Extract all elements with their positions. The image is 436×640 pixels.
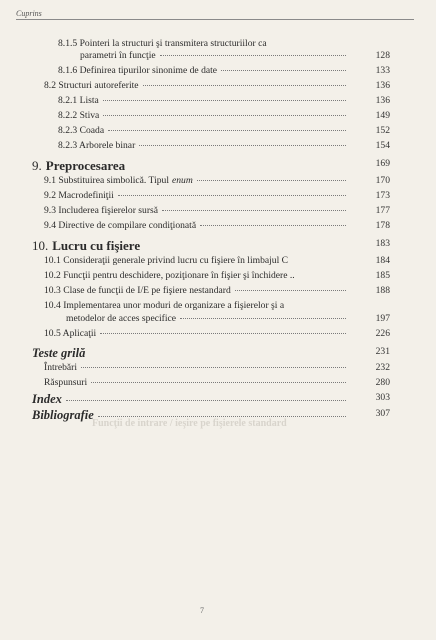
page-number: 136: [375, 95, 390, 106]
page-number: 307: [375, 408, 390, 419]
toc-section-teste-grila[interactable]: [32, 346, 344, 361]
entry-title: 9.2 Macrodefiniţii: [44, 190, 114, 201]
page-number: 128: [375, 50, 390, 61]
footer-page-number: 7: [200, 606, 204, 615]
toc-entry-8-2-1[interactable]: [58, 95, 350, 107]
entry-title: Răspunsuri: [44, 377, 88, 388]
toc-entry-8-2-3[interactable]: [58, 125, 350, 137]
entry-title: 10.3 Clase de funcţii de I/E pe fişiere nestandard: [44, 285, 231, 296]
entry-title: 10.4 Implementarea unor moduri de organizare a fişierelor şi a: [44, 300, 285, 311]
leader-dots: [108, 129, 346, 131]
toc-entry-8-1-5[interactable]: [58, 38, 344, 50]
page-number: 303: [375, 392, 390, 403]
entry-title: 10.1 Consideraţii generale privind lucru cu fişiere în limbajul C: [44, 255, 289, 266]
leader-dots: [200, 224, 346, 226]
page-number: 154: [375, 140, 390, 151]
leader-dots: [66, 399, 346, 401]
page-number: 232: [375, 362, 390, 373]
entry-title-continued: parametri în funcţie: [80, 50, 156, 61]
toc-section-bibliografie[interactable]: [32, 408, 350, 423]
toc-entry-10-4-cont: [66, 313, 350, 325]
page-number: 226: [375, 328, 390, 339]
page-number: 231: [375, 346, 390, 357]
entry-title: 10.5 Aplicaţii: [44, 328, 97, 339]
page-number: 149: [375, 110, 390, 121]
section-title: Bibliografie: [32, 408, 94, 422]
page-number: 133: [375, 65, 390, 76]
bleed-through-text: Funcţii de intrare / ieşire pe fişierele standard: [92, 418, 287, 429]
toc-entry-10-3[interactable]: [44, 285, 350, 297]
leader-dots: [143, 84, 346, 86]
toc-entry-9-3[interactable]: [44, 205, 350, 217]
section-title: Index: [32, 392, 62, 406]
page-number: 169: [375, 158, 390, 169]
entry-title: 10.2 Funcţii pentru deschidere, poziţionare în fişier şi închidere ..: [44, 270, 295, 281]
toc-entry-intrebari[interactable]: [44, 362, 350, 374]
entry-title: 8.2.3 Coada: [58, 125, 105, 136]
entry-title: 8.1.6 Definirea tipurilor sinonime de date: [58, 65, 218, 76]
entry-title: 8.1.5 Pointeri la structuri şi transmitera structuriilor ca: [58, 38, 267, 49]
page-number: 188: [375, 285, 390, 296]
chapter-number: 10.: [32, 238, 49, 253]
toc-entry-9-2[interactable]: [44, 190, 350, 202]
page-number: 170: [375, 175, 390, 186]
page-number: 185: [375, 270, 390, 281]
page-number: 173: [375, 190, 390, 201]
entry-title: 9.4 Directive de compilare condiţionată: [44, 220, 197, 231]
page-number: 280: [375, 377, 390, 388]
chapter-title: Preprocesarea: [45, 158, 126, 173]
toc-entry-10-4[interactable]: [44, 300, 344, 312]
chapter-number: 9.: [32, 158, 42, 173]
toc-entry-9-1[interactable]: [44, 175, 350, 187]
leader-dots: [81, 366, 346, 368]
leader-dots: [118, 194, 346, 196]
leader-dots: [160, 54, 346, 56]
entry-title: 9.3 Includerea fişierelor sursă: [44, 205, 159, 216]
entry-title-italic: enum: [172, 175, 193, 186]
page-number: 177: [375, 205, 390, 216]
entry-title: 9.1 Substituirea simbolică. Tipul: [44, 175, 169, 186]
page-number: 197: [375, 313, 390, 324]
entry-title: 8.2.3 Arborele binar: [58, 140, 136, 151]
page-number: 136: [375, 80, 390, 91]
toc-chapter-9[interactable]: [32, 158, 344, 173]
running-header: Cuprins: [16, 9, 42, 18]
toc-section-index[interactable]: [32, 392, 350, 407]
page-number: 152: [375, 125, 390, 136]
leader-dots: [162, 209, 346, 211]
entry-title: Întrebări: [44, 362, 78, 373]
toc-entry-10-1[interactable]: [44, 255, 350, 267]
toc-entry-8-2-2[interactable]: [58, 110, 350, 122]
chapter-title: Lucru cu fişiere: [52, 238, 141, 253]
entry-title: 8.2 Structuri autoreferite: [44, 80, 139, 91]
leader-dots: [221, 69, 346, 71]
leader-dots: [98, 415, 346, 417]
header-rule: [16, 19, 414, 20]
leader-dots: [103, 114, 346, 116]
section-title: Teste grilă: [32, 346, 86, 360]
toc-entry-8-1-5-cont: [80, 50, 350, 62]
leader-dots: [180, 317, 346, 319]
toc-entry-8-2-3-arbore[interactable]: [58, 140, 350, 152]
toc-chapter-10[interactable]: [32, 238, 344, 253]
entry-title: 8.2.2 Stiva: [58, 110, 100, 121]
toc-entry-raspunsuri[interactable]: [44, 377, 350, 389]
toc-entry-8-1-6[interactable]: [58, 65, 350, 77]
page-number: 183: [375, 238, 390, 249]
page-number: 178: [375, 220, 390, 231]
toc-entry-10-5[interactable]: [44, 328, 350, 340]
leader-dots: [103, 99, 346, 101]
toc-entry-9-4[interactable]: [44, 220, 350, 232]
leader-dots: [235, 289, 346, 291]
leader-dots: [91, 381, 346, 383]
entry-title: 8.2.1 Lista: [58, 95, 99, 106]
leader-dots: [100, 332, 346, 334]
leader-dots: [197, 179, 346, 181]
page-number: 184: [375, 255, 390, 266]
leader-dots: [139, 144, 346, 146]
entry-title-continued: metodelor de acces specifice: [66, 313, 177, 324]
toc-entry-8-2[interactable]: [44, 80, 350, 92]
toc-entry-10-2[interactable]: [44, 270, 350, 282]
